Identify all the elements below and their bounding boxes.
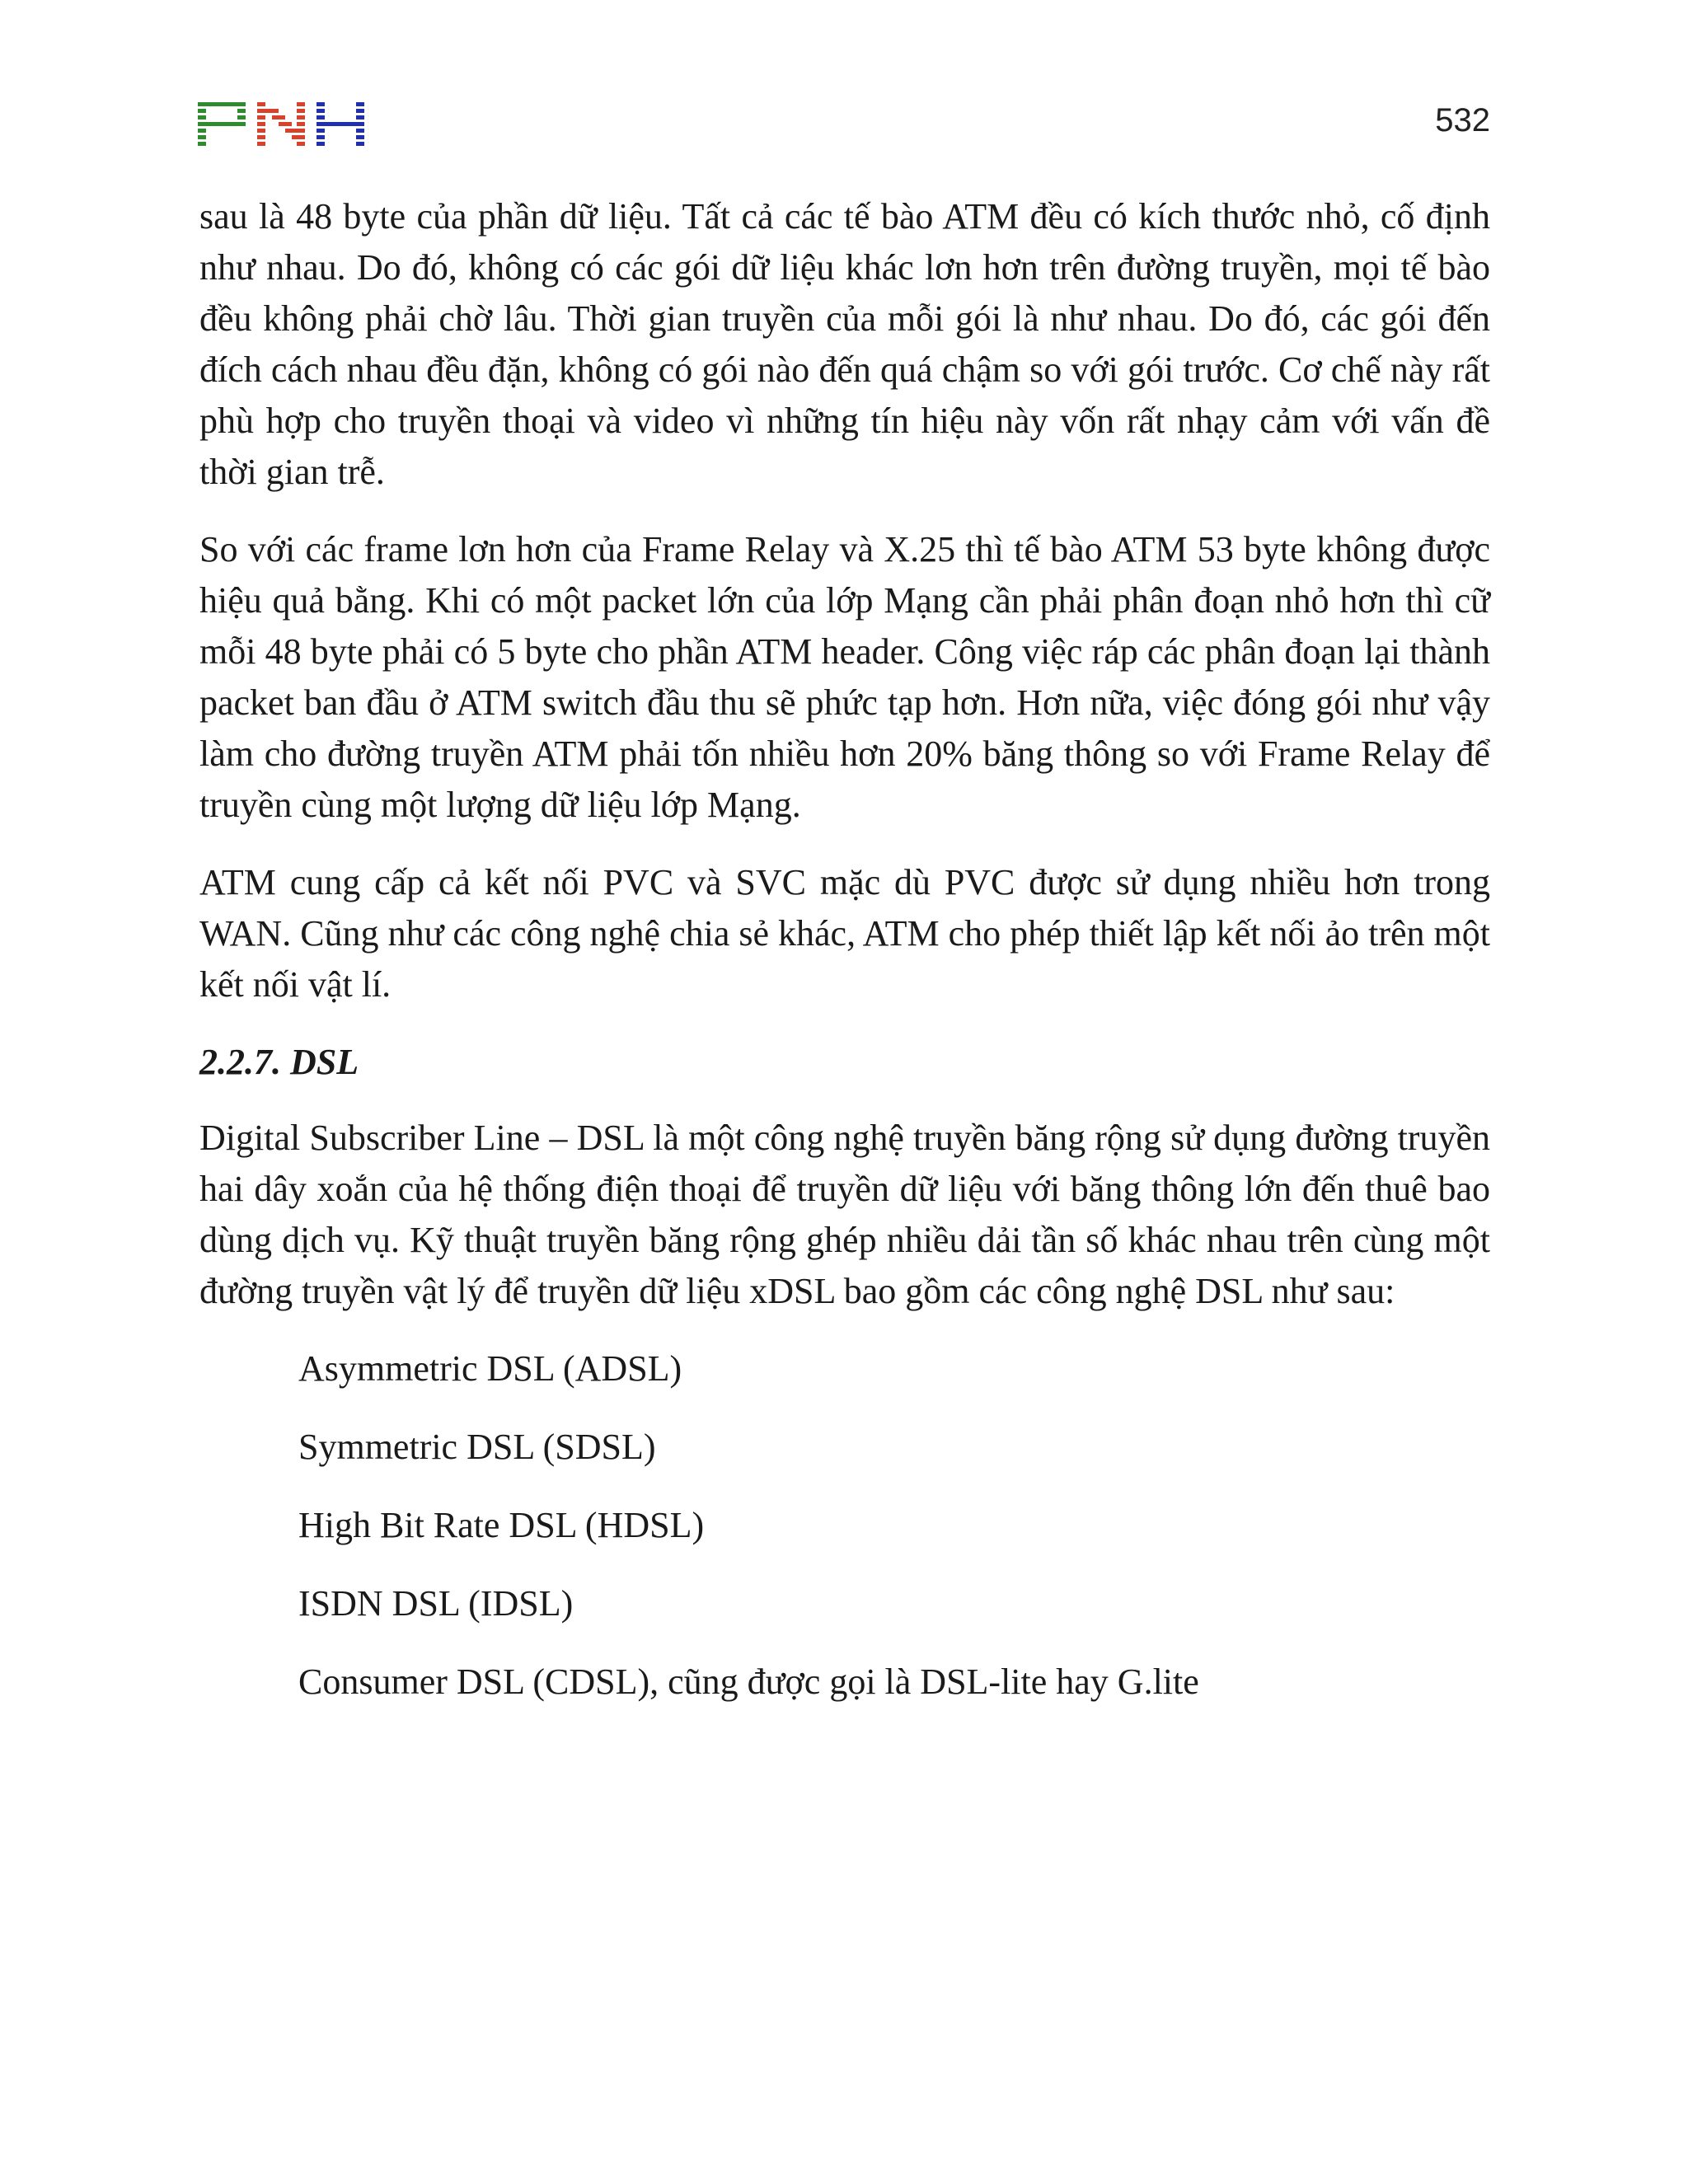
logo-stripe — [198, 129, 206, 133]
logo-stripe — [292, 135, 305, 139]
logo-stripe — [198, 122, 246, 126]
paragraph-atm-efficiency: So với các frame lơn hơn của Frame Relay và X.25 thì tế bào ATM 53 byte không được hiệu quả bằng. Khi có một packet lớn của lớp Mạng cần phải phân đoạn nhỏ hơn thì cữ mỗi 48 byte phải có 5 byte cho phần ATM header. Công việc ráp các phân đoạn lại thành packet ban đầu ở ATM switch đầu thu sẽ phức tạp hơn. Hơn nữa, việc đóng gói như vậy làm cho đường truyền ATM phải tốn nhiều hơn 20% băng thông so với Frame Relay để truyền cùng một lượng dữ liệu lớp Mạng. — [199, 529, 1490, 825]
logo-stripe — [198, 135, 206, 139]
logo-stripe — [272, 115, 285, 120]
logo-letter-n — [257, 102, 305, 146]
logo-stripe — [316, 102, 325, 106]
logo-stripe — [356, 135, 364, 139]
paragraph-dsl-intro: Digital Subscriber Line – DSL là một công nghệ truyền băng rộng sử dụng đường truyền hai dây xoắn của hệ thống điện thoại để truyền dữ liệu với băng thông lớn đến thuê bao dùng dịch vụ. Kỹ thuật truyền băng rộng ghép nhiều dải tần số khác nhau trên cùng một đường truyền vật lý để truyền dữ liệu xDSL bao gồm các công nghệ DSL như sau: — [199, 1118, 1490, 1311]
pnh-logo — [198, 102, 368, 148]
logo-stripe — [257, 102, 265, 106]
logo-stripe — [356, 115, 364, 120]
logo-stripe — [257, 115, 265, 120]
logo-stripe — [198, 142, 206, 146]
section-heading-dsl: 2.2.7. DSL — [199, 1042, 359, 1082]
paragraph-atm-cell-size: sau là 48 byte của phần dữ liệu. Tất cả các tế bào ATM đều có kích thước nhỏ, cố định như nhau. Do đó, không có các gói dữ liệu khác lơn hơn trên đường truyền, mọi tế bào đều không phải chờ lâu. Thời gian truyền của mỗi gói là như nhau. Do đó, các gói đến đích cách nhau đều đặn, không có gói nào đến quá chậm so với gói trước. Cơ chế này rất phù hợp cho truyền thoại và video vì những tín hiệu này vốn rất nhạy cảm với vấn đề thời gian trễ. — [199, 196, 1490, 492]
list-item: High Bit Rate DSL (HDSL) — [298, 1505, 705, 1545]
logo-stripe — [257, 142, 265, 146]
page-header — [0, 0, 1688, 165]
dsl-technology-list — [199, 1343, 1490, 1708]
logo-stripe — [316, 142, 325, 146]
logo-stripe — [316, 129, 325, 133]
list-item: Consumer DSL (CDSL), cũng được gọi là DSL-lite hay G.lite — [298, 1661, 1199, 1702]
logo-stripe — [198, 102, 246, 106]
logo-stripe — [297, 122, 305, 126]
logo-stripe — [356, 129, 364, 133]
page-content — [199, 191, 1490, 1735]
list-item: ISDN DSL (IDSL) — [298, 1583, 574, 1624]
logo-stripe — [257, 129, 265, 133]
logo-stripe — [257, 135, 265, 139]
logo-stripe — [257, 122, 265, 126]
logo-stripe — [279, 122, 292, 126]
list-item: Symmetric DSL (SDSL) — [298, 1427, 656, 1467]
logo-stripe — [316, 115, 325, 120]
logo-letter-h — [316, 102, 364, 146]
logo-stripe — [316, 135, 325, 139]
logo-stripe — [356, 109, 364, 113]
logo-stripe — [198, 109, 206, 113]
list-item: Asymmetric DSL (ADSL) — [298, 1348, 682, 1389]
logo-stripe — [198, 115, 206, 120]
logo-stripe — [316, 122, 364, 126]
logo-letter-p — [198, 102, 246, 146]
logo-stripe — [316, 109, 325, 113]
logo-stripe — [297, 102, 305, 106]
logo-stripe — [285, 129, 305, 133]
logo-stripe — [237, 115, 246, 120]
logo-stripe — [237, 109, 246, 113]
logo-stripe — [356, 142, 364, 146]
logo-stripe — [356, 102, 364, 106]
logo-stripe — [297, 115, 305, 120]
logo-stripe — [297, 109, 305, 113]
paragraph-atm-connections: ATM cung cấp cả kết nối PVC và SVC mặc dù PVC được sử dụng nhiều hơn trong WAN. Cũng như các công nghệ chia sẻ khác, ATM cho phép thiết lập kết nối ảo trên một kết nối vật lí. — [199, 862, 1490, 1005]
page-number: 532 — [1435, 102, 1490, 138]
logo-stripe — [297, 142, 305, 146]
logo-stripe — [257, 109, 279, 113]
